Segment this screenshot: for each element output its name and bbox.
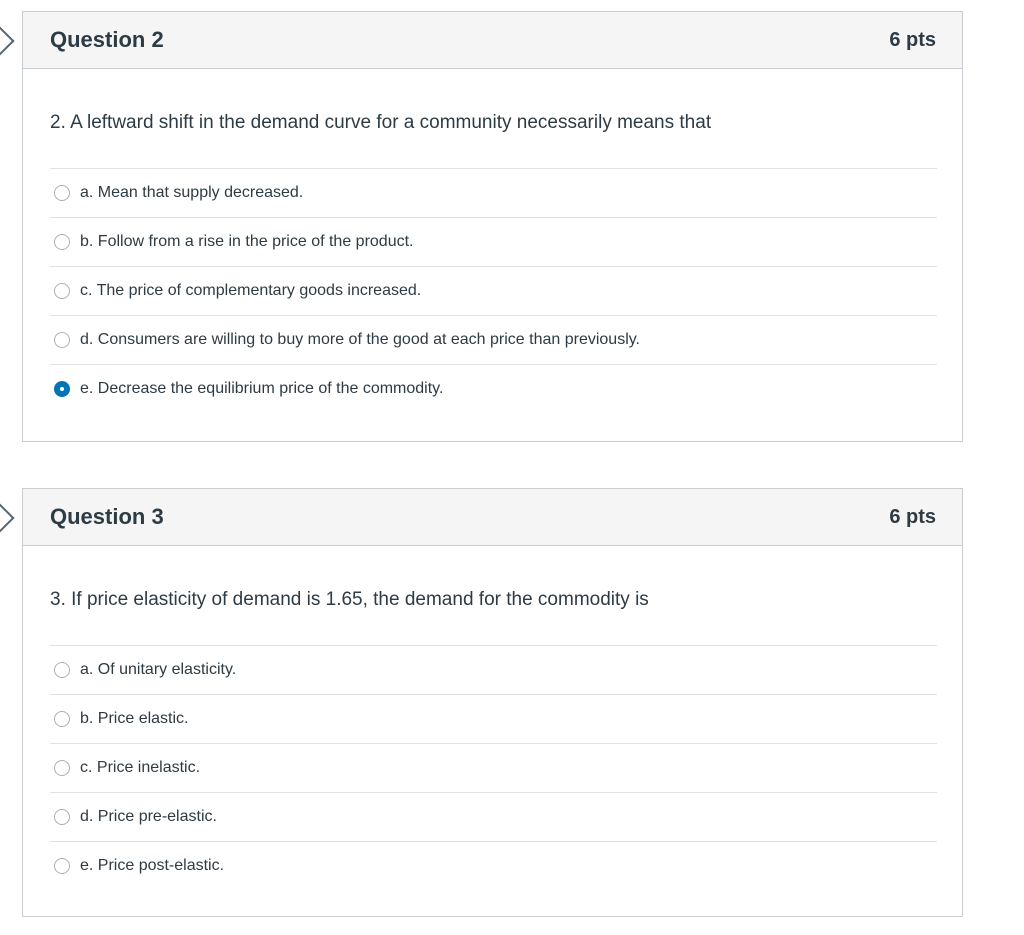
answer-option-a[interactable] [50,646,937,695]
answer-list [50,169,937,441]
question-title: Question 2 [50,27,164,52]
question-2 [22,11,963,442]
answer-list [50,646,937,916]
answer-option-c[interactable] [50,744,937,793]
question-text: 3. If price elasticity of demand is 1.65, the demand for the commodity is [50,546,937,646]
question-points: 6 pts [889,28,936,51]
answer-option-e[interactable] [50,365,937,413]
question-header [23,12,962,69]
answer-option-d[interactable] [50,316,937,365]
answer-label[interactable]: c. The price of complementary goods increased. [80,282,422,299]
radio-button-selected[interactable] [54,381,70,397]
answer-label[interactable]: c. Price inelastic. [80,759,201,776]
answer-label[interactable]: b. Follow from a rise in the price of the product. [80,233,414,250]
answer-option-a[interactable] [50,169,937,218]
answer-option-e[interactable] [50,842,937,890]
question-header [23,489,962,546]
radio-button[interactable] [54,662,70,678]
radio-button[interactable] [54,234,70,250]
answer-option-b[interactable] [50,695,937,744]
radio-button[interactable] [54,185,70,201]
radio-button[interactable] [54,332,70,348]
radio-button[interactable] [54,809,70,825]
radio-button[interactable] [54,711,70,727]
answer-label[interactable]: d. Price pre-elastic. [80,808,217,825]
answer-option-d[interactable] [50,793,937,842]
question-body [23,69,962,441]
flag-question-2-icon[interactable] [0,25,15,56]
answer-label[interactable]: b. Price elastic. [80,710,189,727]
flag-question-3-icon[interactable] [0,502,15,533]
radio-button[interactable] [54,858,70,874]
question-3 [22,488,963,917]
answer-option-c[interactable] [50,267,937,316]
question-points: 6 pts [889,505,936,528]
answer-label[interactable]: d. Consumers are willing to buy more of the good at each price than previously. [80,331,640,348]
answer-option-b[interactable] [50,218,937,267]
radio-button[interactable] [54,760,70,776]
answer-label[interactable]: e. Price post-elastic. [80,857,225,874]
radio-button[interactable] [54,283,70,299]
answer-label[interactable]: a. Of unitary elasticity. [80,661,237,678]
question-body [23,546,962,916]
answer-label[interactable]: a. Mean that supply decreased. [80,184,304,201]
question-text: 2. A leftward shift in the demand curve for a community necessarily means that [50,69,937,169]
answer-label[interactable]: e. Decrease the equilibrium price of the commodity. [80,380,444,397]
question-title: Question 3 [50,504,164,529]
